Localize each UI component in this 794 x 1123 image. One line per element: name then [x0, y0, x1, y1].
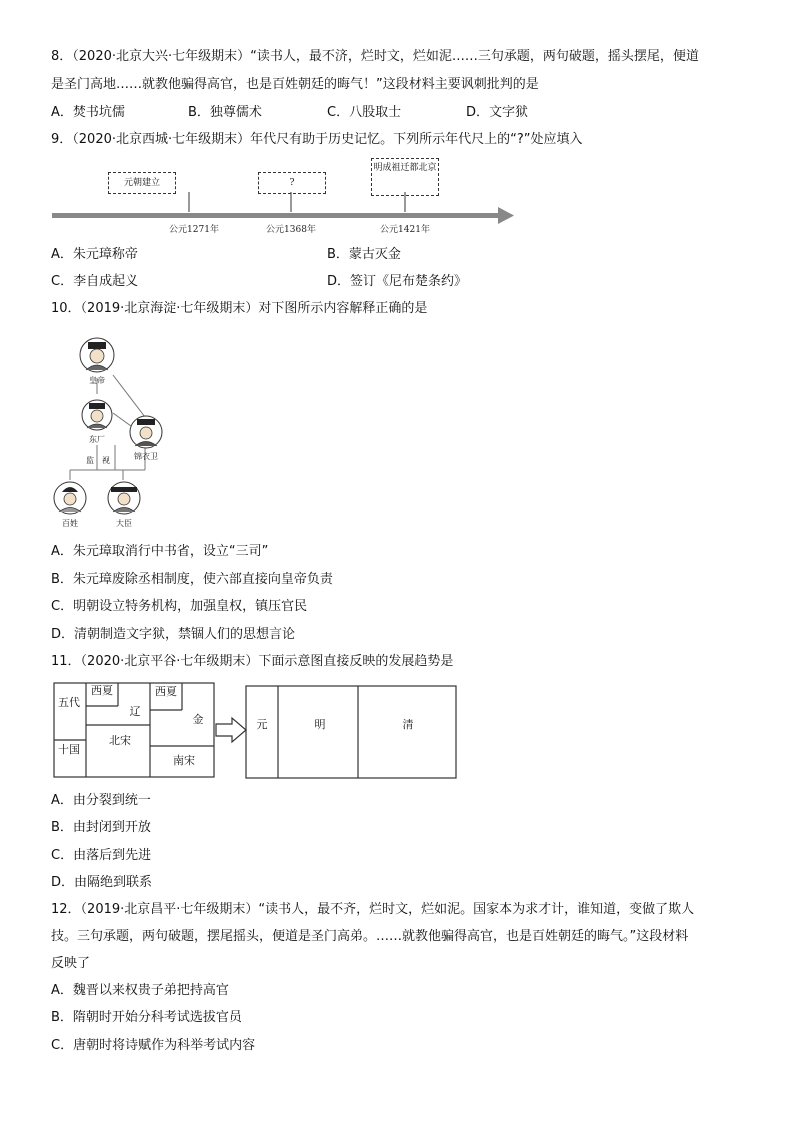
map-liao: 辽 [129, 705, 141, 718]
q8-option-b[interactable]: B．独尊儒术 [188, 105, 262, 120]
timeline-tick-1368: 公元1368年 [266, 225, 316, 235]
q8-stem-line2: 是圣门高地……就教他骗得高官，也是百姓朝廷的晦气！”这段材料主要讽刺批判的是 [51, 77, 539, 92]
node-emperor-label: 皇帝 [89, 376, 105, 385]
transition-arrow-icon [216, 718, 246, 742]
q10-option-c[interactable]: C．明朝设立特务机构，加强皇权，镇压官民 [51, 599, 308, 614]
q9-option-a[interactable]: A．朱元璋称帝 [51, 247, 138, 262]
relation-label: 监 视 [86, 456, 110, 465]
node-dachen-label: 大臣 [116, 519, 132, 528]
dachen-portrait-icon [106, 480, 142, 516]
baixing-portrait-icon [52, 480, 88, 516]
map-ming: 明 [314, 718, 326, 731]
timeline-arrow-icon [498, 207, 514, 224]
timeline-bar [52, 213, 498, 218]
q9-option-c[interactable]: C．李自成起义 [51, 274, 139, 289]
node-dongchang-label: 东厂 [89, 435, 105, 444]
timeline-tick-1271: 公元1271年 [169, 225, 219, 235]
map-shiguo: 十国 [58, 743, 80, 756]
map-jin: 金 [192, 713, 204, 726]
node-baixing-label: 百姓 [62, 519, 78, 528]
node-jinyiwei-label: 锦衣卫 [134, 452, 158, 461]
q10-option-d[interactable]: D．清朝制造文字狱，禁锢人们的思想言论 [51, 627, 296, 642]
map-beisong: 北宋 [109, 734, 131, 747]
q12-stem-line1: 12．（2019·北京昌平·七年级期末）“读书人，最不齐，烂时文，烂如泥。国家本为求才计，谁知道，变做了欺人 [51, 902, 695, 917]
timeline-box-ming-chengzu: 明成祖迁都北京 [371, 158, 439, 196]
q11-option-a[interactable]: A．由分裂到统一 [51, 793, 151, 808]
q11-option-b[interactable]: B．由封闭到开放 [51, 820, 151, 835]
map-xixia-1: 西夏 [91, 684, 113, 697]
q12-stem-line2: 技。三句承题，两句破题，摆尾摇头，便道是圣门高弟。……就教他骗得高官，也是百姓朝廷的晦气。”这段材料 [51, 929, 689, 944]
q8-option-d[interactable]: D．文字狱 [466, 105, 529, 120]
q12-option-b[interactable]: B．隋朝时开始分科考试选拔官员 [51, 1010, 242, 1025]
q11-stem-line1: 11．（2020·北京平谷·七年级期末）下面示意图直接反映的发展趋势是 [51, 654, 454, 669]
q8-option-c[interactable]: C．八股取士 [327, 105, 402, 120]
map-yuan: 元 [256, 718, 268, 731]
q12-option-c[interactable]: C．唐朝时将诗赋作为科举考试内容 [51, 1038, 256, 1053]
map-nansong: 南宋 [173, 754, 195, 767]
q9-option-b[interactable]: B．蒙古灭金 [327, 247, 401, 262]
jinyiwei-portrait-icon [128, 414, 164, 450]
map-xixia-2: 西夏 [155, 685, 177, 698]
timeline-box-yuan: 元朝建立 [108, 172, 176, 194]
q12-option-a[interactable]: A．魏晋以来权贵子弟把持高官 [51, 983, 229, 998]
q10-option-a[interactable]: A．朱元璋取消行中书省，设立“三司” [51, 544, 269, 559]
map-wudai: 五代 [58, 696, 80, 709]
q9-stem-line1: 9．（2020·北京西城·七年级期末）年代尺有助于历史记忆。下列所示年代尺上的“?”处应填入 [51, 132, 583, 147]
q9-option-d[interactable]: D．签订《尼布楚条约》 [327, 274, 468, 289]
map-qing: 清 [402, 718, 414, 731]
line-emperor-jinyiwei [113, 375, 145, 417]
q11-option-c[interactable]: C．由落后到先进 [51, 848, 152, 863]
timeline-tick-1421: 公元1421年 [380, 225, 430, 235]
q12-stem-line3: 反映了 [51, 956, 91, 971]
dongchang-portrait-icon [80, 398, 114, 432]
q11-option-d[interactable]: D．由隔绝到联系 [51, 875, 153, 890]
timeline-box-question: ? [258, 172, 326, 194]
emperor-portrait-icon [78, 336, 116, 374]
q8-stem-line1: 8．（2020·北京大兴·七年级期末）“读书人，最不济，烂时文，烂如泥……三句承题，两句破题，摇头摆尾，便道 [51, 49, 699, 64]
q10-option-b[interactable]: B．朱元璋废除丞相制度，使六部直接向皇帝负责 [51, 572, 333, 587]
q8-option-a[interactable]: A．焚书坑儒 [51, 105, 125, 120]
q10-stem-line1: 10．（2019·北京海淀·七年级期末）对下图所示内容解释正确的是 [51, 301, 428, 316]
timeline-axis [48, 190, 518, 226]
